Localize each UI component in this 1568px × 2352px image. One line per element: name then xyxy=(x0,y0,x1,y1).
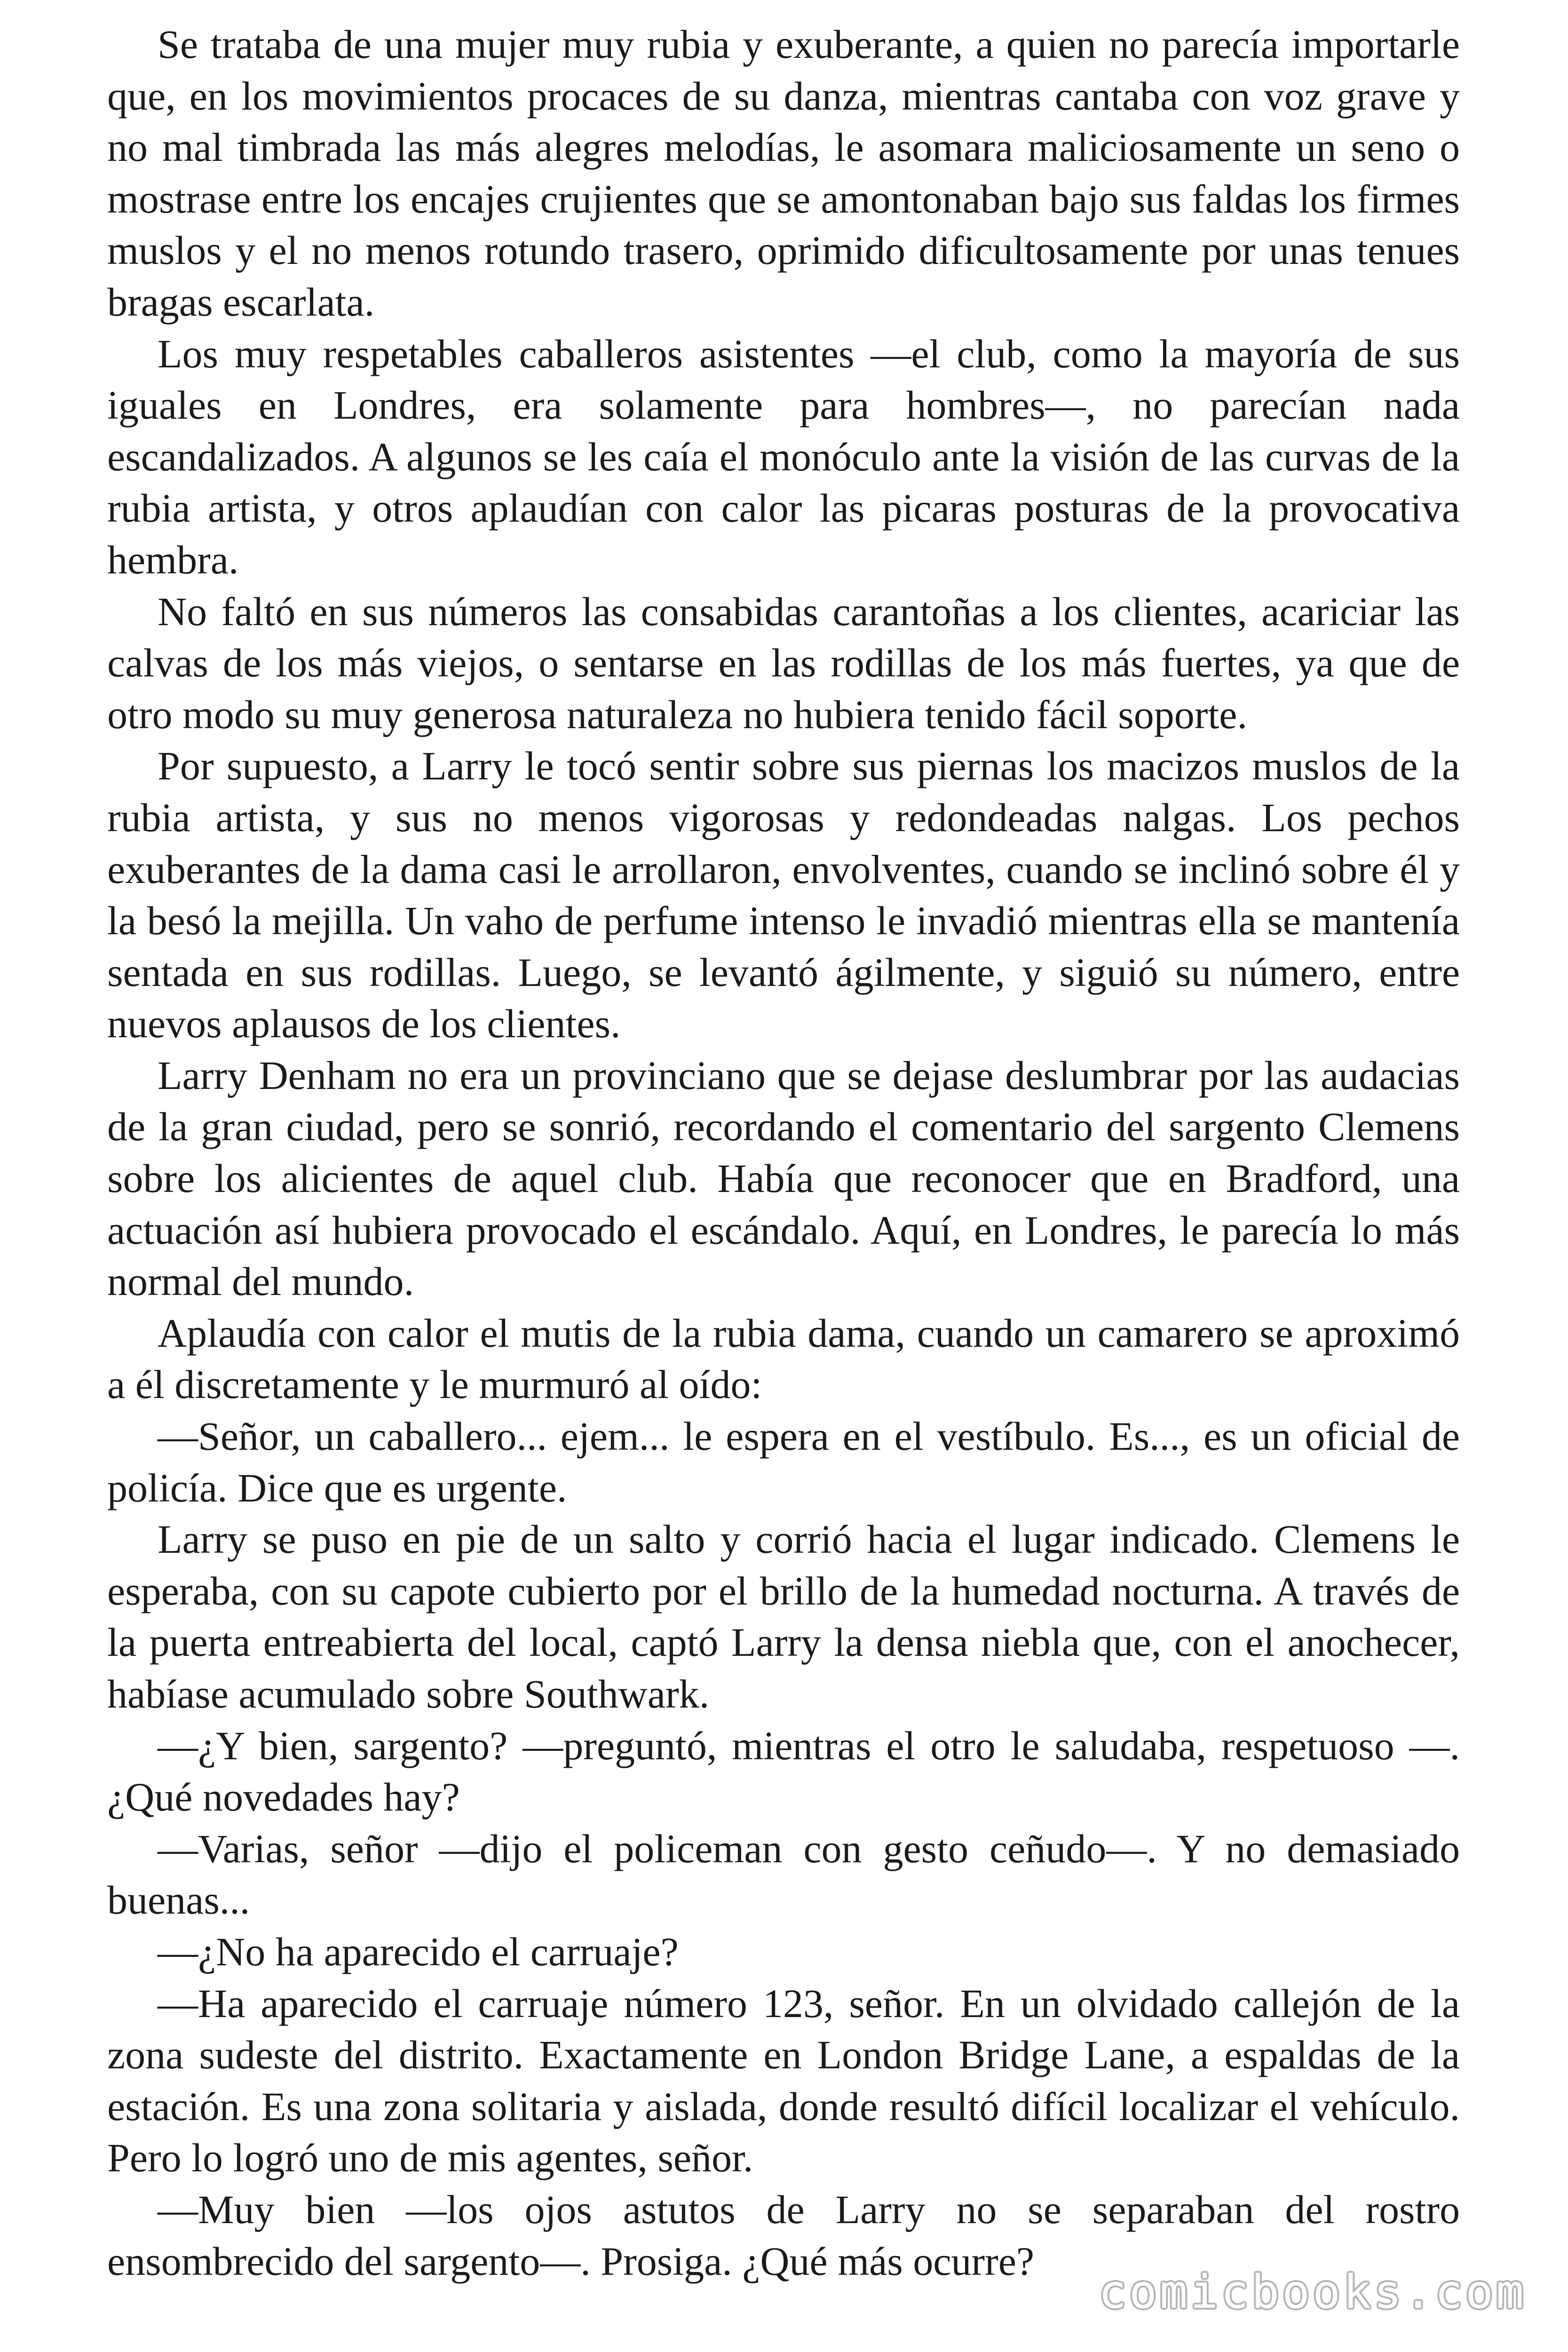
paragraph: Se trataba de una mujer muy rubia y exuberante, a quien no parecía importarle que, en los movimientos procaces de su danza, mientras cantaba con voz grave y no mal timbrada las más alegres melodías, le asomara maliciosamente un seno o mostrase entre los encajes crujientes que se amontonaban bajo sus faldas los firmes muslos y el no menos rotundo trasero, oprimido dificultosamente por unas tenues bragas escarlata. xyxy=(107,22,1460,325)
dialogue-paragraph: —Señor, un caballero... ejem... le espera en el vestíbulo. Es..., es un oficial de policía. Dice que es urgente. xyxy=(107,1414,1460,1510)
dialogue-paragraph: —Muy bien —los ojos astutos de Larry no se separaban del rostro ensombrecido del sargento—. Prosiga. ¿Qué más ocurre? xyxy=(107,2186,1460,2284)
document-page xyxy=(107,19,1460,2287)
paragraph: Larry se puso en pie de un salto y corrió hacia el lugar indicado. Clemens le esperaba, con su capote cubierto por el brillo de la humedad nocturna. A través de la puerta entreabierta del local, captó Larry la densa niebla que, con el anochecer, habíase acumulado sobre Southwark. xyxy=(107,1517,1460,1716)
paragraph: Aplaudía con calor el mutis de la rubia dama, cuando un camarero se aproximó a él discretamente y le murmuró al oído: xyxy=(107,1310,1460,1407)
dialogue-paragraph: —Ha aparecido el carruaje número 123, señor. En un olvidado callejón de la zona sudeste del distrito. Exactamente en London Bridge Lane, a espaldas de la estación. Es una zona solitaria y aislada, donde resultó difícil localizar el vehículo. Pero lo logró uno de mis agentes, señor. xyxy=(107,1980,1460,2181)
dialogue-paragraph: —¿Y bien, sargento? —preguntó, mientras el otro le saludaba, respetuoso —. ¿Qué novedades hay? xyxy=(107,1723,1460,1820)
paragraph: Larry Denham no era un provinciano que se dejase deslumbrar por las audacias de la gran ciudad, pero se sonrió, recordando el comentario del sargento Clemens sobre los alicientes de aquel club. Había que reconocer que en Bradford, una actuación así hubiera provocado el escándalo. Aquí, en Londres, le parecía lo más normal del mundo. xyxy=(107,1052,1460,1304)
paragraph: Los muy respetables caballeros asistentes —el club, como la mayoría de sus iguales en Londres, era solamente para hombres—, no parecían nada escandalizados. A algunos se les caía el monóculo ante la visión de las curvas de la rubia artista, y otros aplaudían con calor las picaras posturas de la provocativa hembra. xyxy=(107,331,1460,582)
dialogue-paragraph: —¿No ha aparecido el carruaje? xyxy=(158,1929,679,1974)
dialogue-paragraph: —Varias, señor —dijo el policeman con gesto ceñudo—. Y no demasiado buenas... xyxy=(107,1826,1460,1923)
paragraph: No faltó en sus números las consabidas carantoñas a los clientes, acariciar las calvas de los más viejos, o sentarse en las rodillas de los más fuertes, ya que de otro modo su muy generosa naturaleza no hubiera tenido fácil soporte. xyxy=(107,588,1460,737)
paragraph: Por supuesto, a Larry le tocó sentir sobre sus piernas los macizos muslos de la rubia artista, y sus no menos vigorosas y redondeadas nalgas. Los pechos exuberantes de la dama casi le arrollaron, envolventes, cuando se inclinó sobre él y la besó la mejilla. Un vaho de perfume intenso le invadió mientras ella se mantenía sentada en sus rodillas. Luego, se levantó ágilmente, y siguió su número, entre nuevos aplausos de los clientes. xyxy=(107,743,1460,1047)
watermark-logo: comicbooks.com xyxy=(1098,2265,1527,2319)
